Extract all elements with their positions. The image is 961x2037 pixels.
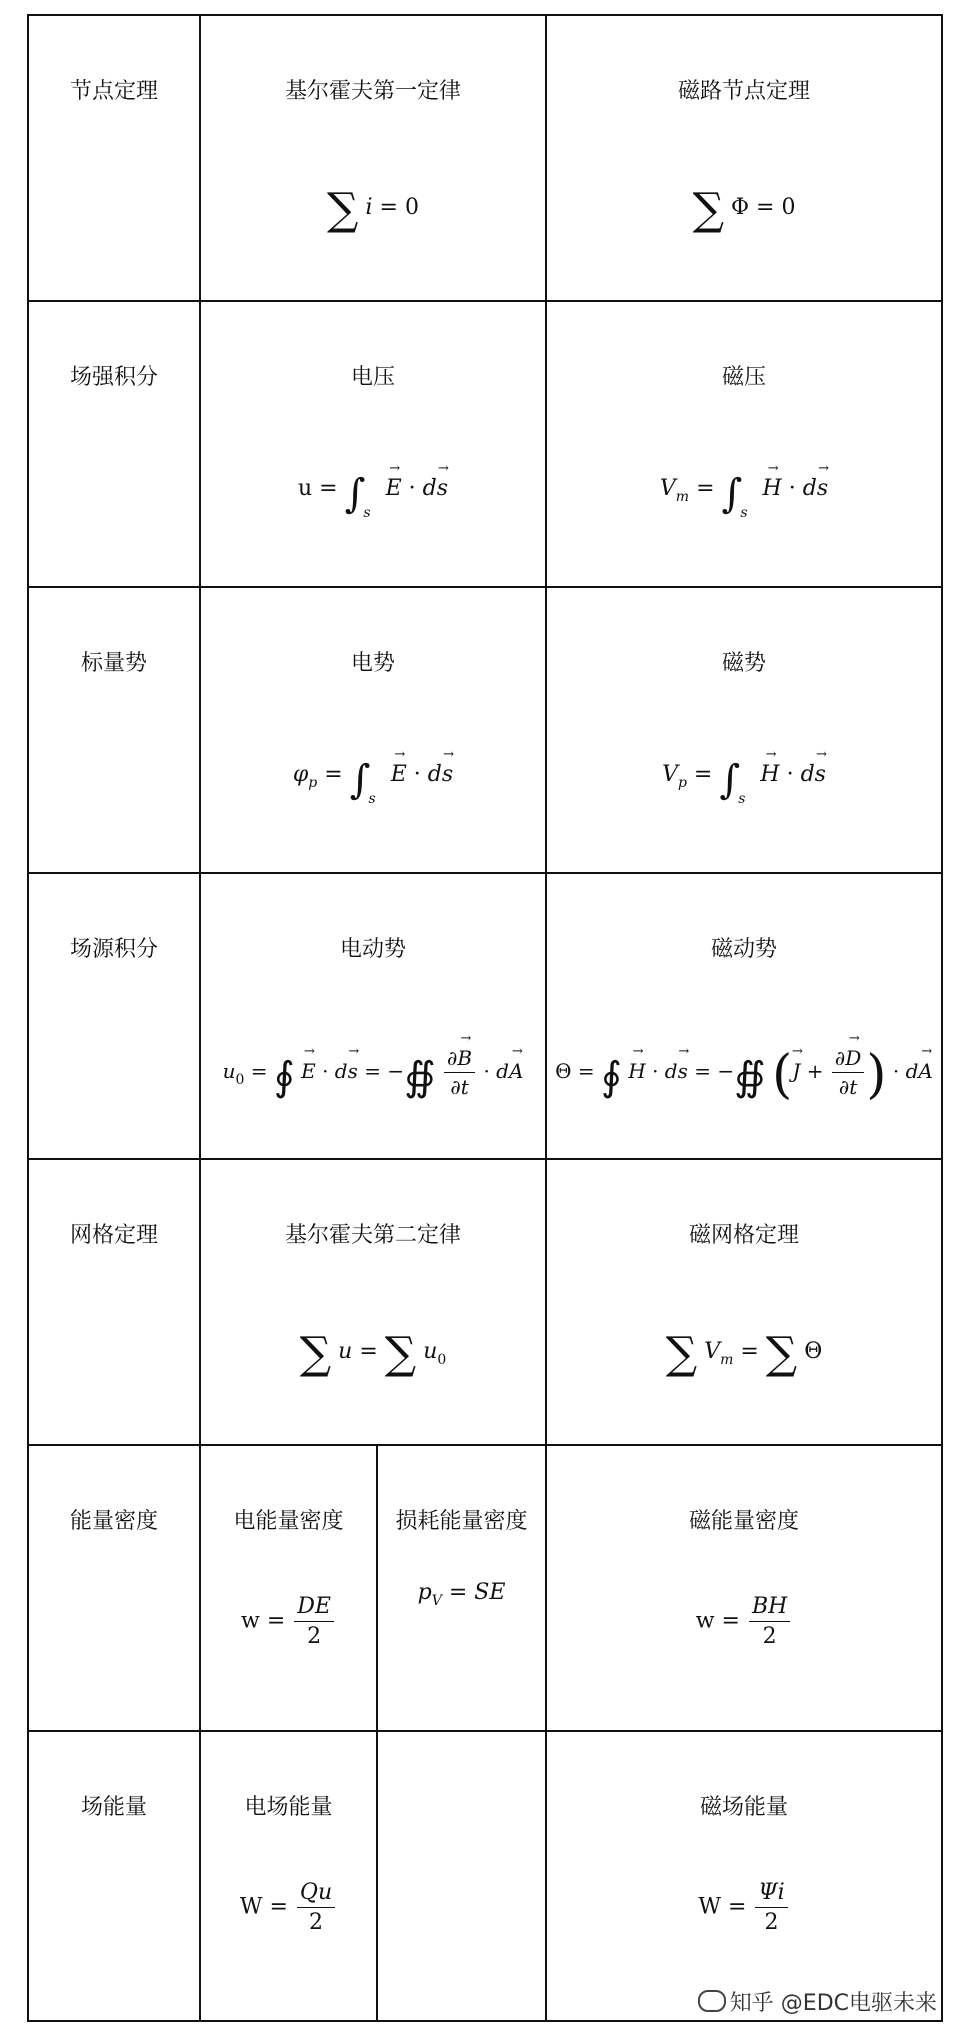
cell-title: 磁网格定理: [689, 1223, 800, 1248]
table-row: [28, 1731, 942, 2021]
watermark: 知乎 @EDC电驱未来: [694, 1986, 941, 2017]
electric-cell: [200, 15, 546, 301]
cell-title: 磁能量密度: [689, 1509, 800, 1534]
row-label-cell: [28, 873, 200, 1159]
magnetic-cell: [546, 1731, 942, 2021]
formula: ∑ u = ∑ $u_0$: [299, 1328, 447, 1379]
formula: $p_V$ = SE: [417, 1580, 506, 1609]
table-row: [28, 1445, 942, 1731]
cell-title: 电能量密度: [233, 1509, 344, 1534]
magnetic-cell: [546, 1445, 942, 1731]
row-label-cell: [28, 587, 200, 873]
electric-cell: [200, 1159, 546, 1445]
formula: W = $\frac{Qu}{2}$: [201, 1880, 376, 1935]
cell-title: 磁动势: [711, 937, 778, 962]
formula: $\varphi_p = \int_s \to E \cdot d\to s$: [201, 760, 545, 807]
row-label: 节点定理: [69, 79, 158, 104]
formula: W = $\frac{\Psi i}{2}$: [547, 1880, 941, 1935]
cell-title: 电动势: [340, 937, 407, 962]
row-label-cell: [28, 1731, 200, 2021]
electric-cell: [200, 587, 546, 873]
electric-cell: [200, 301, 546, 587]
cell-title: 磁势: [722, 651, 767, 676]
formula: ∑ $V_m$ = ∑ Θ: [665, 1328, 823, 1379]
electric-cell: [200, 1445, 377, 1731]
formula: Θ = ∮ → H · d→ s = −∯ (→ J + $\frac{\partial\to D}{\partial t}$ ) · d→ A: [547, 1046, 941, 1101]
cell-title: 磁场能量: [700, 1795, 789, 1820]
magnetic-cell: [546, 873, 942, 1159]
row-label-cell: [28, 1445, 200, 1731]
cell-title: 基尔霍夫第二定律: [285, 1223, 462, 1248]
formula: ∑ Φ = 0: [692, 184, 796, 235]
row-label: 场强积分: [69, 365, 158, 390]
row-label: 场源积分: [69, 937, 158, 962]
formula: $u = \int_s \to E \cdot d\to s$: [201, 474, 545, 521]
row-label-cell: [28, 15, 200, 301]
chat-bubble-icon: [698, 1990, 726, 2012]
formula: ∑ i = 0: [327, 184, 419, 235]
formula: w = $\frac{DE}{2}$: [201, 1594, 376, 1649]
electric-cell: [200, 873, 546, 1159]
cell-title: 电势: [351, 651, 396, 676]
comparison-table: [27, 14, 943, 2022]
table-row: [28, 873, 942, 1159]
row-label-cell: [28, 301, 200, 587]
table-row: [28, 15, 942, 301]
electric-cell: [200, 1731, 377, 2021]
cell-title: 磁路节点定理: [678, 79, 811, 104]
cell-title: 基尔霍夫第一定律: [285, 79, 462, 104]
cell-title: 磁压: [722, 365, 767, 390]
formula: $V_m = \int_s \to H \cdot d\to s$: [547, 474, 941, 521]
row-label: 能量密度: [69, 1509, 158, 1534]
magnetic-cell: [546, 301, 942, 587]
cell-title: 损耗能量密度: [395, 1509, 528, 1534]
table-row: [28, 1159, 942, 1445]
cell-title: 电场能量: [244, 1795, 333, 1820]
loss-cell: [377, 1445, 546, 1731]
magnetic-cell: [546, 587, 942, 873]
row-label: 场能量: [80, 1795, 147, 1820]
formula: w = $\frac{BH}{2}$: [547, 1594, 941, 1649]
row-label: 标量势: [80, 651, 147, 676]
cell-title: 电压: [351, 365, 396, 390]
formula: $V_p = \int_s \to H \cdot d\to s$: [547, 760, 941, 807]
magnetic-cell: [546, 15, 942, 301]
table-row: [28, 587, 942, 873]
empty-cell: [377, 1731, 546, 2021]
table-row: [28, 301, 942, 587]
row-label: 网格定理: [69, 1223, 158, 1248]
magnetic-cell: [546, 1159, 942, 1445]
row-label-cell: [28, 1159, 200, 1445]
formula: $u_0$ = ∮ → E · d→ s = −∯ $\frac{\partial\to B}{\partial t}$ · d→ A: [201, 1046, 545, 1099]
